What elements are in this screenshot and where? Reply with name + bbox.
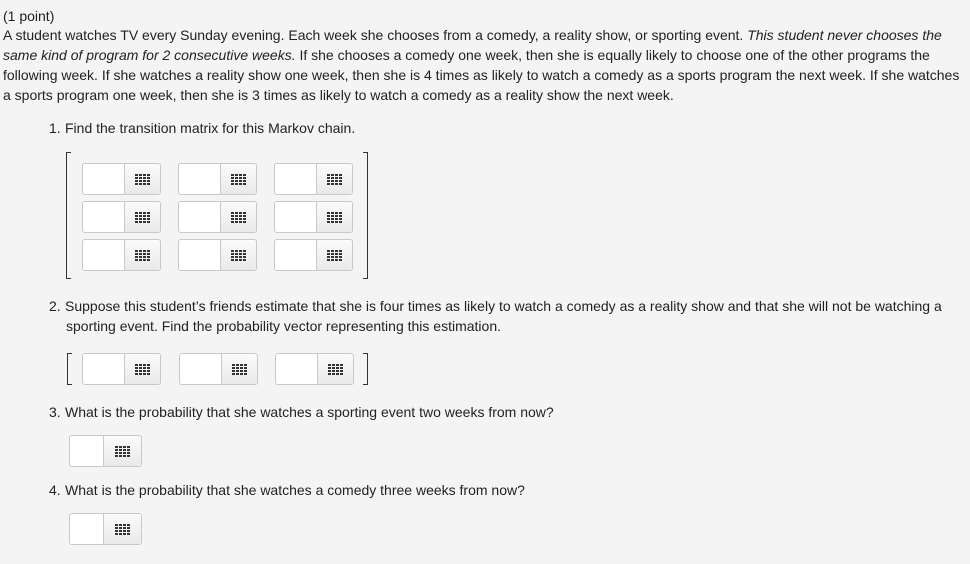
vector-cell-2 <box>179 353 258 385</box>
grid-icon <box>135 250 150 261</box>
vector-cell-1 <box>82 353 161 385</box>
problem-statement <box>3 25 965 105</box>
vector-cell-3 <box>275 353 354 385</box>
grid-icon <box>135 174 150 185</box>
matrix-cell-r1c1 <box>82 163 161 195</box>
answer-sporting-two-weeks <box>69 435 142 467</box>
equation-tool-button[interactable] <box>124 240 160 270</box>
matrix-cell-r2c1 <box>82 201 161 233</box>
equation-tool-button[interactable] <box>124 164 160 194</box>
matrix-cell-r3c2 <box>178 239 257 271</box>
question-text: What is the probability that she watches a comedy three weeks from now? <box>65 482 525 498</box>
question-text: Find the transition matrix for this Markov chain. <box>65 120 356 136</box>
vector-left-bracket <box>67 353 72 385</box>
question-3 <box>49 402 964 422</box>
grid-icon <box>327 250 342 261</box>
question-number: 2. <box>49 298 61 314</box>
question-2 <box>49 296 964 336</box>
grid-icon <box>231 250 246 261</box>
matrix-cell-r3c1 <box>82 239 161 271</box>
vector-right-bracket <box>363 353 368 385</box>
equation-tool-button[interactable] <box>317 354 353 384</box>
question-text: What is the probability that she watches a sporting event two weeks from now? <box>65 404 554 420</box>
problem-points: (1 point) <box>3 8 55 24</box>
matrix-input-r2c1[interactable] <box>83 202 124 232</box>
equation-tool-button[interactable] <box>316 240 352 270</box>
equation-tool-button[interactable] <box>124 354 160 384</box>
grid-icon <box>327 212 342 223</box>
grid-icon <box>135 364 150 375</box>
matrix-input-r1c1[interactable] <box>83 164 124 194</box>
matrix-cell-r2c3 <box>274 201 353 233</box>
matrix-right-bracket <box>363 152 368 279</box>
equation-tool-button[interactable] <box>103 436 141 466</box>
grid-icon <box>231 174 246 185</box>
matrix-left-bracket <box>66 152 71 279</box>
problem-text-part2: If she chooses a comedy one week, then she is equally likely to choose one of the other programs the following week. If she watches a reality show one week, then she is 4 times as likely to watch a comedy as a sports program the next week. If she watches a sports program one week, then she is 3 times as likely to watch a comedy as a reality show the next week. <box>3 47 960 103</box>
grid-icon <box>115 446 130 457</box>
question-text-continued: sporting event. Find the probability vector representing this estimation. <box>66 318 502 334</box>
matrix-cell-r3c3 <box>274 239 353 271</box>
question-4 <box>49 480 964 500</box>
grid-icon <box>328 364 343 375</box>
vector-input-1[interactable] <box>83 354 124 384</box>
matrix-input-r3c3[interactable] <box>275 240 316 270</box>
grid-icon <box>231 212 246 223</box>
matrix-input-r1c2[interactable] <box>179 164 220 194</box>
matrix-cell-r2c2 <box>178 201 257 233</box>
matrix-input-r2c2[interactable] <box>179 202 220 232</box>
problem-text-emphasis: This student never chooses the same kind of program for 2 consecutive weeks. <box>3 27 942 63</box>
grid-icon <box>327 174 342 185</box>
grid-icon <box>115 524 130 535</box>
equation-tool-button[interactable] <box>124 202 160 232</box>
vector-input-3[interactable] <box>276 354 317 384</box>
matrix-input-r3c2[interactable] <box>179 240 220 270</box>
problem-text-part1: A student watches TV every Sunday evening. Each week she chooses from a comedy, a reality show, or sporting event. <box>3 27 748 43</box>
sporting-two-weeks-input[interactable] <box>70 436 103 466</box>
equation-tool-button[interactable] <box>220 164 256 194</box>
equation-tool-button[interactable] <box>221 354 257 384</box>
question-number: 4. <box>49 482 61 498</box>
question-number: 3. <box>49 404 61 420</box>
matrix-input-r2c3[interactable] <box>275 202 316 232</box>
matrix-cell-r1c3 <box>274 163 353 195</box>
equation-tool-button[interactable] <box>316 202 352 232</box>
vector-input-2[interactable] <box>180 354 221 384</box>
grid-icon <box>232 364 247 375</box>
question-number: 1. <box>49 120 61 136</box>
equation-tool-button[interactable] <box>103 514 141 544</box>
matrix-cell-r1c2 <box>178 163 257 195</box>
grid-icon <box>135 212 150 223</box>
matrix-input-r3c1[interactable] <box>83 240 124 270</box>
question-1 <box>49 118 964 138</box>
equation-tool-button[interactable] <box>220 202 256 232</box>
answer-comedy-three-weeks <box>69 513 142 545</box>
matrix-input-r1c3[interactable] <box>275 164 316 194</box>
equation-tool-button[interactable] <box>220 240 256 270</box>
equation-tool-button[interactable] <box>316 164 352 194</box>
comedy-three-weeks-input[interactable] <box>70 514 103 544</box>
question-text: Suppose this student’s friends estimate that she is four times as likely to watch a comedy as a reality show and that she will not be watching a <box>65 298 942 314</box>
